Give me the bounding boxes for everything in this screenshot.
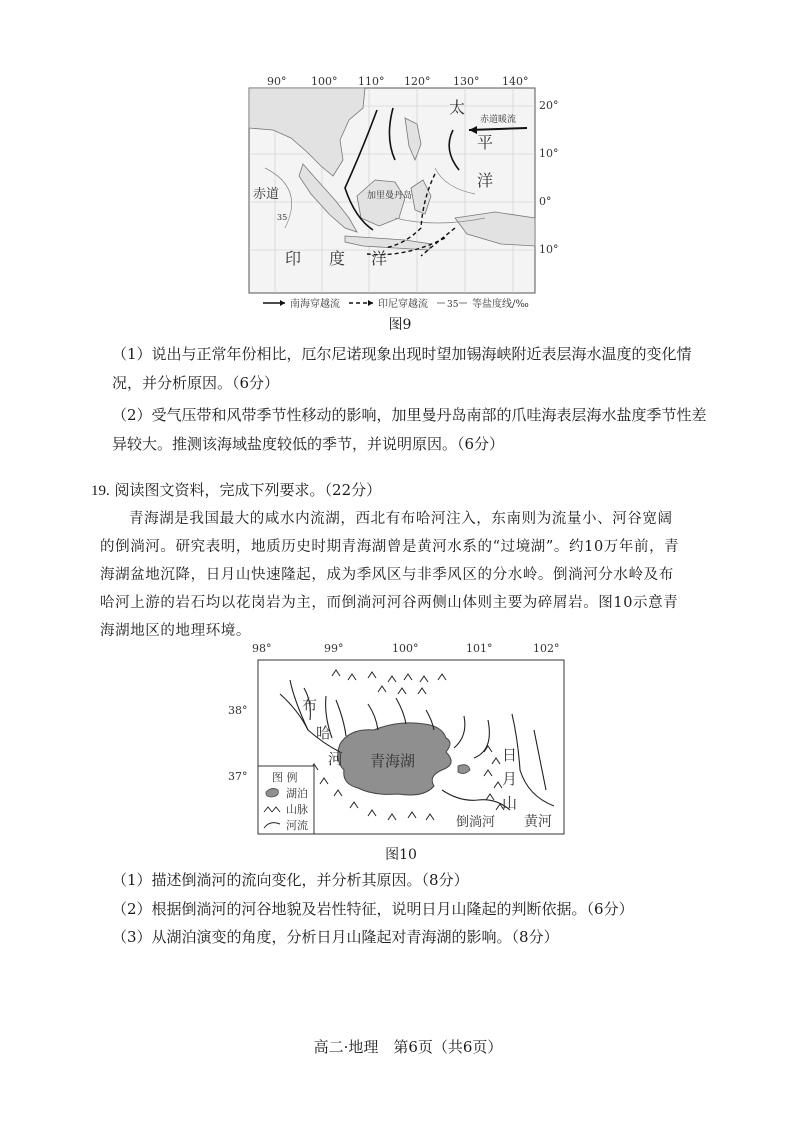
buha-river-label: 河 [328, 750, 344, 768]
equatorial-current-label: 赤道暖流 [480, 115, 517, 125]
lon-label: 101° [466, 642, 493, 655]
q18-part1: （1）说出与正常年份相比，厄尔尼诺现象出现时望加锡海峡附近表层海水温度的变化情况，并分析原因。（6分） [112, 345, 692, 392]
pacific-label: 平 [477, 133, 494, 152]
lat-label: 10° [539, 147, 559, 160]
lat-label: 10° [539, 243, 559, 256]
q19-heading [91, 476, 711, 506]
lon-label: 100° [311, 75, 338, 88]
lake-label: 青海湖 [370, 752, 416, 770]
indian-ocean-label: 洋 [371, 249, 388, 268]
figure-9-caption: 图9 [388, 317, 412, 333]
yellow-river-label: 黄河 [524, 814, 552, 830]
legend-salinity-value: 35 [447, 300, 459, 310]
riyue-mountain-label: 山 [502, 794, 518, 812]
legend-mountain: 山脉 [286, 803, 308, 816]
legend-river: 河流 [286, 819, 308, 832]
riyue-mountain-label: 月 [502, 770, 518, 788]
lon-label: 120° [404, 75, 431, 88]
legend-title: 图 例 [272, 771, 298, 784]
q19-number: 19. [91, 483, 110, 499]
indian-ocean-label: 度 [329, 249, 346, 268]
indian-ocean-label: 印 [285, 249, 302, 268]
lat-label: 37° [228, 770, 248, 783]
riyue-mountain-label: 日 [502, 746, 518, 764]
legend-nanhai: 南海穿越流 [290, 299, 340, 310]
page-footer: 高二·地理 第6页（共6页） [313, 1038, 503, 1056]
figure-9-map [245, 68, 575, 310]
figure-10-caption: 图10 [385, 847, 417, 863]
lon-label: 98° [252, 642, 272, 655]
lon-label: 140° [502, 75, 529, 88]
kalimantan-label: 加里曼丹岛 [367, 191, 413, 201]
pacific-label: 洋 [477, 171, 494, 190]
legend-indonesia: 印尼穿越流 [378, 299, 428, 310]
q19-part1: （1）描述倒淌河的流向变化，并分析其原因。（8分） [112, 871, 469, 889]
lat-label: 0° [539, 195, 552, 208]
lat-label: 20° [539, 99, 559, 112]
q18-part2: （2）受气压带和风带季节性移动的影响，加里曼丹岛南部的爪哇海表层海水盐度季节性差异较大。推测该海域盐度较低的季节，并说明原因。（6分） [112, 406, 707, 453]
salinity-value: 35 [277, 213, 288, 222]
q19-part2: （2）根据倒淌河的河谷地貌及岩性特征，说明日月山隆起的判断依据。（6分） [112, 900, 634, 918]
q19-stem: 青海湖是我国最大的咸水内流湖，西北有布哈河注入，东南则为流量小、河谷宽阔的倒淌河。研究表明，地质历史时期青海湖曾是黄河水系的“过境湖”。约10万年前，青海湖盆地沉降，日月山快速隆起，成为季风区与非季风区的分水岭。倒淌河分水岭及布哈河上游的岩石均以花岗岩为主，而倒淌河河谷两侧山体则主要为碎屑岩。图10示意青海湖地区的地理环境。 [100, 511, 680, 639]
lon-label: 130° [453, 75, 480, 88]
lon-label: 100° [392, 642, 419, 655]
pacific-label: 太 [449, 98, 466, 117]
figure-10-map [228, 640, 576, 840]
daotang-river-label: 倒淌河 [456, 815, 496, 830]
lon-label: 99° [324, 642, 344, 655]
buha-river-label: 布 [302, 696, 318, 714]
equator-label: 赤道 [253, 187, 280, 202]
lon-label: 102° [533, 642, 560, 655]
figure-9-legend [263, 297, 529, 310]
q19-part3: （3）从湖泊演变的角度，分析日月山隆起对青海湖的影响。（8分） [112, 928, 559, 946]
legend-lake: 湖泊 [286, 787, 308, 800]
legend-salinity: 等盐度线/‰ [472, 299, 529, 310]
buha-river-label: 哈 [316, 724, 332, 742]
lat-label: 38° [228, 704, 248, 717]
lon-label: 90° [267, 75, 287, 88]
figure-10-legend [258, 766, 314, 834]
lon-label: 110° [358, 75, 385, 88]
q19-prompt: 阅读图文资料，完成下列要求。（22分） [114, 481, 382, 499]
